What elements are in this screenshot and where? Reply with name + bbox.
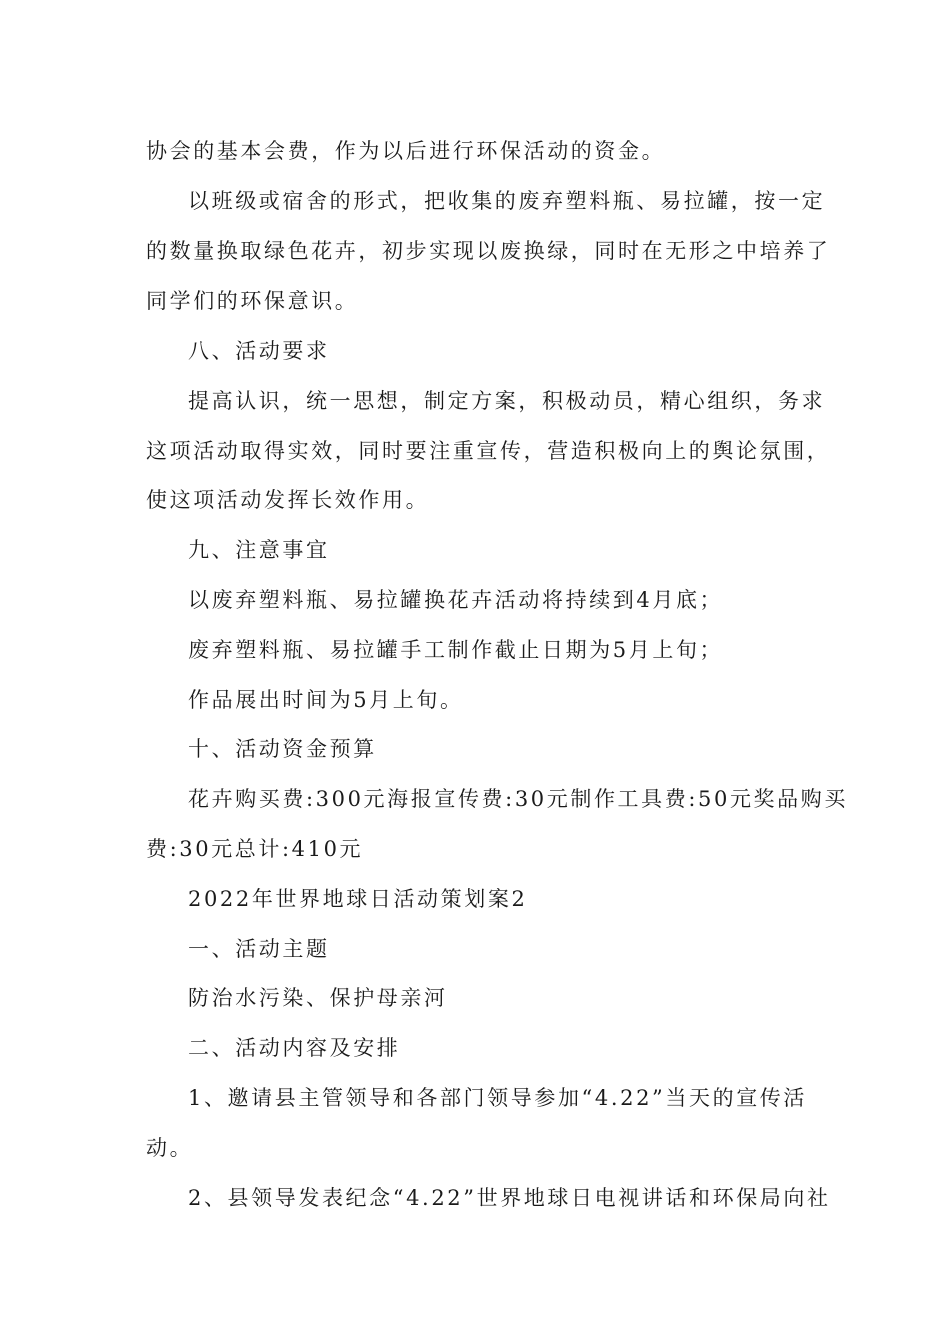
section-heading: 十、活动资金预算 — [188, 737, 377, 761]
section-heading: 八、活动要求 — [188, 339, 330, 363]
section-heading: 一、活动主题 — [188, 937, 330, 961]
document-title: 2022年世界地球日活动策划案2 — [188, 887, 528, 911]
section-heading: 二、活动内容及安排 — [188, 1036, 401, 1060]
text-line: 使这项活动发挥长效作用。 — [146, 488, 430, 512]
text-line: 动。 — [146, 1136, 194, 1160]
text-line: 提高认识，统一思想，制定方案，积极动员，精心组织，务求 — [188, 389, 826, 413]
text-line: 作品展出时间为5月上旬。 — [188, 688, 464, 712]
text-line: 废弃塑料瓶、易拉罐手工制作截止日期为5月上旬； — [188, 638, 724, 662]
text-line: 花卉购买费:300元海报宣传费:30元制作工具费:50元奖品购买 — [188, 787, 848, 811]
text-line: 的数量换取绿色花卉，初步实现以废换绿，同时在无形之中培养了 — [146, 239, 831, 263]
text-line: 协会的基本会费，作为以后进行环保活动的资金。 — [146, 139, 666, 163]
text-line: 1、邀请县主管领导和各部门领导参加“4.22”当天的宣传活 — [188, 1086, 807, 1110]
text-line: 这项活动取得实效，同时要注重宣传，营造积极向上的舆论氛围， — [146, 439, 831, 463]
text-line: 以废弃塑料瓶、易拉罐换花卉活动将持续到4月底； — [188, 588, 724, 612]
text-line: 防治水污染、保护母亲河 — [188, 986, 448, 1010]
text-line: 2、县领导发表纪念“4.22”世界地球日电视讲话和环保局向社 — [188, 1186, 831, 1210]
section-heading: 九、注意事宜 — [188, 538, 330, 562]
text-line: 同学们的环保意识。 — [146, 289, 359, 313]
text-line: 以班级或宿舍的形式，把收集的废弃塑料瓶、易拉罐，按一定 — [188, 189, 826, 213]
text-line: 费:30元总计:410元 — [146, 837, 364, 861]
